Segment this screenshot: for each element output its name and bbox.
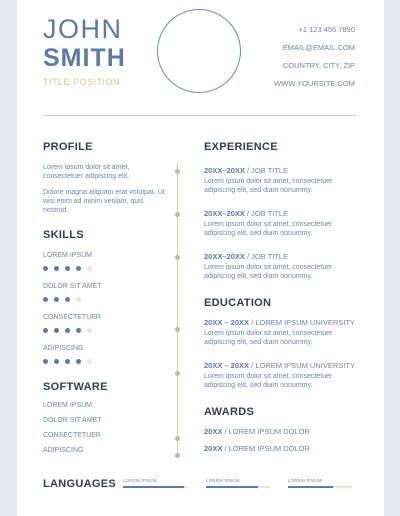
language-bar-fill xyxy=(288,486,333,488)
entry-title: JOB TITLE xyxy=(251,252,289,261)
entry-title: LOREM IPSUM DOLOR xyxy=(228,444,310,453)
entry-separator: / xyxy=(222,444,229,453)
rating-dot-filled xyxy=(43,328,48,333)
skill-rating xyxy=(43,328,168,333)
entry-title: LOREM IPSUM UNIVERSITY xyxy=(255,361,355,370)
skill-item xyxy=(43,251,168,271)
language-label: LOREM IPSUM xyxy=(206,478,240,483)
last-name: SMITH xyxy=(43,44,126,72)
rating-dot-filled xyxy=(54,328,59,333)
rating-dot-filled xyxy=(65,359,70,364)
entry-separator: / xyxy=(244,166,252,175)
rating-dot-filled xyxy=(43,297,48,302)
rating-dot-empty xyxy=(87,266,92,271)
timeline-dot xyxy=(175,453,180,458)
profile-text-2: Dolore magna aliquam erat volutpat. Ut wisi enim ad minim veniam, quis nostrud. xyxy=(43,189,165,214)
language-item xyxy=(123,478,187,488)
awards-heading: AWARDS xyxy=(204,406,255,418)
entry-separator: / xyxy=(222,427,229,436)
skill-label: DOLOR SIT AMET xyxy=(43,283,102,290)
entry-years: 20XX–20XX xyxy=(204,252,245,261)
timeline-dot xyxy=(175,371,180,376)
skill-item xyxy=(43,313,168,333)
skill-label: CONSECTETUER xyxy=(43,314,101,321)
rating-dot-filled xyxy=(76,359,81,364)
right-column xyxy=(204,141,364,453)
rating-dot-empty xyxy=(87,328,92,333)
rating-dot-filled xyxy=(43,359,48,364)
education-entry xyxy=(204,318,364,347)
rating-dot-empty xyxy=(76,297,81,302)
entry-title: JOB TITLE xyxy=(251,209,289,218)
language-bar-fill xyxy=(206,486,258,488)
skills-heading: SKILLS xyxy=(43,229,84,241)
entry-description: Lorem ipsum dolor sit amet, consectetuer adipiscing elit, sed diam nonummy. xyxy=(204,373,333,389)
skill-rating xyxy=(43,297,168,302)
software-item: LOREM IPSUM xyxy=(43,402,93,409)
entry-years: 20XX – 20XX xyxy=(204,361,250,370)
languages-heading: LANGUAGES xyxy=(43,478,116,490)
language-item xyxy=(206,478,270,488)
award-entry xyxy=(204,427,364,436)
entry-title: LOREM IPSUM UNIVERSITY xyxy=(255,318,355,327)
timeline-dot xyxy=(175,436,180,441)
entry-header xyxy=(204,166,364,175)
timeline-line xyxy=(177,162,178,456)
software-item: CONSECTETUER xyxy=(43,432,101,439)
rating-dot-filled xyxy=(54,359,59,364)
skill-label: ADIPISCING xyxy=(43,345,84,352)
entry-years: 20XX – 20XX xyxy=(204,318,250,327)
skill-rating xyxy=(43,359,168,364)
experience-entry xyxy=(204,209,364,238)
education-heading: EDUCATION xyxy=(204,297,272,309)
language-bar xyxy=(288,486,352,488)
software-list xyxy=(43,401,168,455)
contact-email: EMAIL@EMAIL.COM xyxy=(282,43,355,52)
rating-dot-filled xyxy=(65,266,70,271)
rating-dot-filled xyxy=(54,297,59,302)
profile-text-1: Lorem ipsum dolor sit amet, consectetuer adipiscing elit. xyxy=(43,164,130,180)
entry-header xyxy=(204,361,364,370)
entry-separator: / xyxy=(244,252,252,261)
entry-description: Lorem ipsum dolor sit amet, consectetuer adipiscing elit, sed diam nonummy. xyxy=(204,264,333,280)
experience-entry xyxy=(204,166,364,195)
timeline-dot xyxy=(175,327,180,332)
entry-years: 20XX–20XX xyxy=(204,209,245,218)
language-bar xyxy=(123,486,187,488)
language-label: LOREM IPSUM xyxy=(123,478,157,483)
language-bar-fill xyxy=(123,486,184,488)
language-item xyxy=(288,478,352,488)
entry-description: Lorem ipsum dolor sit amet, consectetuer adipiscing elit, sed diam nonummy. xyxy=(204,178,333,194)
software-item: ADIPISCING xyxy=(43,447,84,454)
skill-item xyxy=(43,282,168,302)
entry-separator: / xyxy=(249,318,256,327)
left-column xyxy=(43,141,168,455)
rating-dot-filled xyxy=(65,328,70,333)
timeline-dot xyxy=(175,169,180,174)
rating-dot-filled xyxy=(43,266,48,271)
entry-header xyxy=(204,252,364,261)
timeline-dot xyxy=(175,212,180,217)
rating-dot-filled xyxy=(76,328,81,333)
experience-heading: EXPERIENCE xyxy=(204,141,278,153)
rating-dot-filled xyxy=(65,297,70,302)
entry-separator: / xyxy=(249,361,256,370)
header-divider xyxy=(43,115,356,116)
rating-dot-filled xyxy=(76,266,81,271)
contact-phone: +1 123 456 7890 xyxy=(298,25,355,34)
first-name: JOHN xyxy=(43,14,123,44)
entry-years: 20XX xyxy=(204,427,223,436)
language-bar xyxy=(206,486,270,488)
entry-years: 20XX xyxy=(204,444,223,453)
contact-location: COUNTRY, CITY, ZIP xyxy=(282,61,355,70)
software-item: DOLOR SIT AMET xyxy=(43,417,102,424)
skill-item xyxy=(43,344,168,364)
skill-label: LOREM IPSUM xyxy=(43,252,93,259)
entry-header xyxy=(204,318,364,327)
timeline-dot xyxy=(175,255,180,260)
entry-header xyxy=(204,209,364,218)
entry-description: Lorem ipsum dolor sit amet, consectetuer adipiscing elit, sed diam nonummy. xyxy=(204,221,333,237)
entry-title: JOB TITLE xyxy=(251,166,289,175)
entry-title: LOREM IPSUM DOLOR xyxy=(228,427,310,436)
rating-dot-empty xyxy=(87,359,92,364)
profile-heading: PROFILE xyxy=(43,141,93,153)
award-entry xyxy=(204,444,364,453)
contact-block xyxy=(274,21,355,93)
education-entry xyxy=(204,361,364,390)
photo-placeholder xyxy=(157,9,241,93)
experience-entry xyxy=(204,252,364,281)
entry-years: 20XX–20XX xyxy=(204,166,245,175)
rating-dot-filled xyxy=(54,266,59,271)
title-position: TITLE POSITION xyxy=(43,77,121,87)
skill-rating xyxy=(43,266,168,271)
entry-separator: / xyxy=(244,209,252,218)
resume-page xyxy=(17,0,384,516)
entry-description: Lorem ipsum dolor sit amet, consectetuer adipiscing elit, sed diam nonummy. xyxy=(204,330,333,346)
software-heading: SOFTWARE xyxy=(43,381,108,393)
contact-website: WWW.YOURSITE.COM xyxy=(274,79,355,88)
language-label: LOREM IPSUM xyxy=(288,478,322,483)
